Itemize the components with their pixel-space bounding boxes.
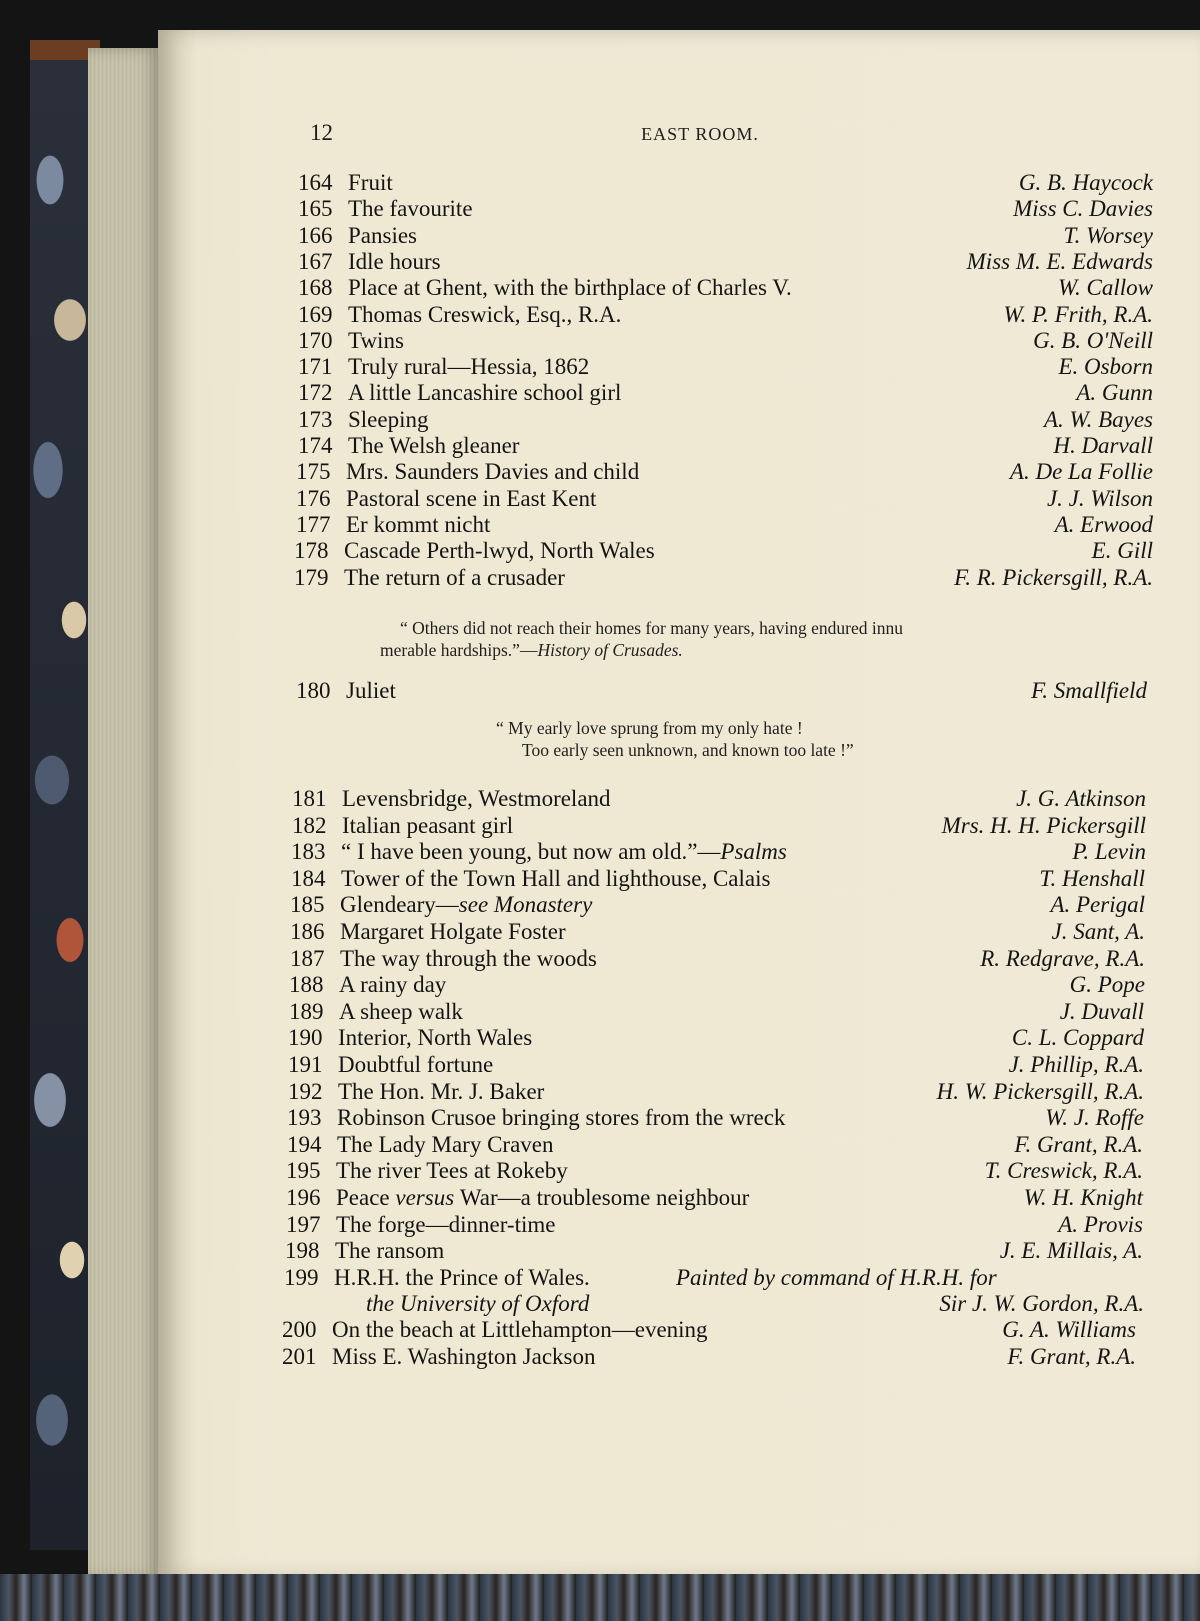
entry-title: Mrs. Saunders Davies and child [346,459,640,485]
entry-number: 175 [296,459,331,485]
entry-number: 200 [282,1317,317,1342]
entry-title: Italian peasant girl [342,812,514,838]
entry-artist: F. Grant, R.A. [1007,1343,1136,1369]
entry-title: The river Tees at Rokeby [336,1158,568,1184]
catalogue-entry [298,196,1153,222]
entry-artist: T. Creswick, R.A. [984,1158,1143,1184]
entry-artist: Sir J. W. Gordon, R.A. [939,1291,1144,1316]
catalogue-entry [298,170,1153,196]
entry-title: Interior, North Wales [338,1025,533,1051]
catalogue-entry [298,275,1153,301]
entry-title: Truly rural—Hessia, 1862 [348,354,590,380]
catalogue-entry [292,813,1146,839]
entry-number: 181 [292,786,327,811]
quote-source: History of Crusades. [537,640,683,660]
entry-artist: W. H. Knight [1023,1185,1143,1210]
entry-number: 185 [290,892,325,918]
entry-number: 195 [286,1158,321,1184]
catalogue-entry [296,486,1153,512]
catalogue-entry [291,866,1145,892]
entry-artist: C. L. Coppard [1011,1025,1144,1051]
catalogue-entry [294,565,1153,591]
catalogue-entry [287,1132,1143,1158]
entry-number: 177 [296,511,331,537]
catalogue-entry [294,538,1153,564]
entry-artist: W. P. Frith, R.A. [1003,301,1153,327]
page-title: EAST ROOM. [641,124,759,144]
catalogue-entry [289,972,1145,998]
entry-artist: F. R. Pickersgill, R.A. [954,564,1153,590]
catalogue-entry [296,678,1147,704]
catalogue-entry [298,433,1153,459]
catalogue-entry [292,786,1146,812]
entry-title: Fruit [348,170,393,195]
entry-artist: F. Smallfield [1031,678,1147,703]
entry-number: 198 [285,1238,320,1264]
entry-number: 186 [290,919,325,944]
entry-artist: R. Redgrave, R.A. [980,945,1145,971]
catalogue-entry [296,512,1153,538]
entry-number: 189 [289,998,324,1024]
entry-artist: P. Levin [1072,839,1146,865]
catalogue-entry [288,1025,1144,1051]
catalogue-entry [298,380,1153,406]
entry-artist: F. Grant, R.A. [1014,1131,1143,1157]
entry-title: Place at Ghent, with the birthplace of Charles V. [348,275,792,301]
quote-line: “ My early love sprung from my only hate ! [496,718,803,738]
entry-title: The Welsh gleaner [348,433,520,458]
entry-number: 199 [284,1265,319,1290]
entry-artist: Miss M. E. Edwards [966,248,1153,274]
catalogue-entry [286,1185,1143,1211]
entry-artist: Mrs. H. H. Pickersgill [941,812,1146,838]
catalogue-entry [298,249,1153,275]
catalogue-entry [282,1317,1136,1343]
entry-artist: J. Sant, A. [1051,919,1145,944]
entry-number: 171 [298,354,333,380]
entry-artist: T. Worsey [1063,222,1153,248]
entry-number: 192 [288,1078,323,1104]
page-number: 12 [310,120,333,145]
entry-number: 184 [291,865,326,891]
entry-number: 187 [290,945,325,971]
entry-title: Tower of the Town Hall and lighthouse, Calais [341,865,771,891]
entry-title: Er kommt nicht [346,511,491,537]
entry-artist: A. Perigal [1050,892,1145,918]
entry-number: 193 [287,1105,322,1131]
entry-artist: J. E. Millais, A. [999,1238,1143,1264]
entry-artist: E. Gill [1091,538,1153,564]
entry-title: A rainy day [339,972,447,998]
entry-title: A sheep walk [339,998,463,1024]
entry-number: 178 [294,538,329,564]
catalogue-entry [287,1105,1144,1131]
catalogue-entry-continued [284,1291,1144,1317]
entry-title: Glendeary—see Monastery [340,892,593,918]
entry-title: H.R.H. the Prince of Wales. [334,1265,590,1290]
entry-title: The favourite [348,196,473,222]
entry-artist: A. Erwood [1054,511,1153,537]
entry-artist: W. Callow [1057,275,1153,301]
entry-number: 172 [298,380,333,406]
entry-artist: Miss C. Davies [1013,196,1153,222]
entry-number: 182 [292,812,327,838]
entry-artist: J. G. Atkinson [1016,786,1146,811]
catalogue-entry [298,354,1153,380]
entry-title: The forge—dinner-time [336,1211,556,1237]
entry-number: 176 [296,485,331,511]
entry-number: 201 [282,1343,317,1369]
entry-number: 190 [288,1025,323,1051]
catalogue-entry [298,407,1153,433]
entry-number: 191 [288,1052,323,1077]
entry-title: Miss E. Washington Jackson [332,1343,596,1369]
catalogue-entry [284,1265,1144,1291]
entry-title: The ransom [335,1238,445,1264]
entry-number: 164 [298,170,333,195]
entry-artist: A. Provis [1058,1211,1143,1237]
quote-line: merable hardships.”—History of Crusades. [380,640,683,660]
entry-artist: T. Henshall [1039,865,1145,891]
entry-artist: G. Pope [1069,972,1145,998]
catalogue-entry [289,999,1144,1025]
entry-artist: E. Osborn [1058,354,1153,380]
entry-title: A little Lancashire school girl [348,380,622,406]
entry-artist: G. B. O'Neill [1033,327,1153,353]
catalogue-entry [290,892,1145,918]
catalogue-entry [285,1238,1143,1264]
entry-title: The way through the woods [340,945,597,971]
entry-note: Painted by command of H.R.H. for [676,1265,997,1290]
entry-title: Doubtful fortune [338,1052,494,1077]
entry-title: Cascade Perth-lwyd, North Wales [344,538,655,564]
quote-line: Too early seen unknown, and known too late !” [522,740,854,760]
entry-artist: W. J. Roffe [1045,1105,1144,1131]
entry-title: “ I have been young, but now am old.”—Psalms [341,839,787,865]
entry-number: 167 [298,248,333,274]
entry-title: On the beach at Littlehampton—evening [332,1317,708,1342]
entry-title: Thomas Creswick, Esq., R.A. [348,301,622,327]
entry-artist: J. Phillip, R.A. [1008,1052,1144,1077]
entry-title: Pastoral scene in East Kent [346,485,597,511]
catalogue-entry [291,839,1146,865]
entry-title: The Hon. Mr. J. Baker [338,1078,545,1104]
entry-title: Sleeping [348,406,429,432]
catalogue-entry [298,223,1153,249]
entry-number: 194 [287,1131,322,1157]
entry-number: 196 [286,1185,321,1210]
entry-artist: G. B. Haycock [1018,170,1153,195]
entry-title: Robinson Crusoe bringing stores from the wreck [337,1105,786,1131]
entry-number: 179 [294,564,329,590]
entry-number: 166 [298,222,333,248]
entry-title: Peace versus War—a troublesome neighbour [336,1185,750,1210]
catalogue-entry [298,302,1153,328]
entry-title: Juliet [346,678,396,703]
entry-title: Twins [348,327,404,353]
entry-title-continued: the University of Oxford [366,1291,590,1316]
entry-number: 183 [291,839,326,865]
entry-title: The return of a crusader [344,564,565,590]
catalogue-entry [290,946,1145,972]
catalogue-entry [288,1052,1144,1078]
catalogue-entry [282,1344,1136,1370]
entry-number: 173 [298,406,333,432]
catalogue-entry [296,459,1153,485]
entry-artist: G. A. Williams [1002,1317,1136,1342]
catalogue-entry [288,1079,1144,1105]
catalogue-entry [290,919,1145,945]
entry-number: 169 [298,301,333,327]
entry-number: 165 [298,196,333,222]
entry-artist: J. Duvall [1059,998,1144,1024]
entry-title: Idle hours [348,248,441,274]
entry-title: Margaret Holgate Foster [340,919,566,944]
entry-number: 188 [289,972,324,998]
entry-artist: H. Darvall [1053,433,1153,458]
entry-number: 197 [286,1211,321,1237]
catalogue-entry [286,1158,1143,1184]
quote-line: “ Others did not reach their homes for many years, having endured innu [400,618,903,638]
entry-artist: A. De La Follie [1009,459,1153,485]
entry-artist: A. Gunn [1076,380,1153,406]
entry-artist: J. J. Wilson [1046,485,1153,511]
catalogue-entry [298,328,1153,354]
entry-title: The Lady Mary Craven [337,1131,554,1157]
entry-artist: A. W. Bayes [1043,406,1153,432]
entry-number: 180 [296,678,331,703]
catalogue-entry [286,1212,1143,1238]
entry-number: 168 [298,275,333,301]
entry-title: Levensbridge, Westmoreland [342,786,611,811]
entry-number: 174 [298,433,333,458]
entry-number: 170 [298,327,333,353]
entry-artist: H. W. Pickersgill, R.A. [936,1078,1144,1104]
entry-title: Pansies [348,222,417,248]
